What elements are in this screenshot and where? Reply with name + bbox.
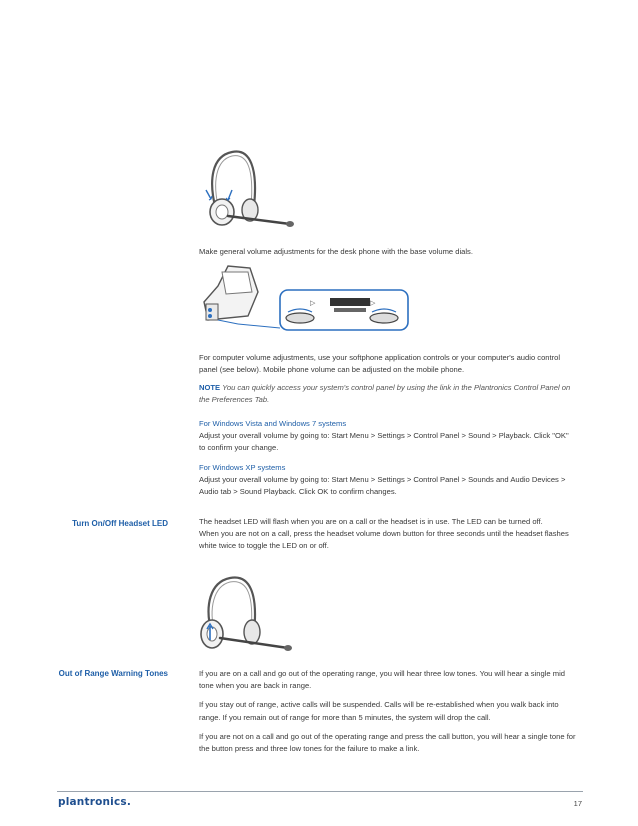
plantronics-logo: plantronics. [58, 796, 132, 808]
vista-text: Adjust your overall volume by going to: Start Menu > Settings > Control Panel > Sound > Playback. Click "OK" to confirm your change. [199, 431, 569, 453]
svg-text:▷: ▷ [310, 299, 316, 307]
base-volume-dials-illustration [198, 262, 413, 334]
led-section-title: Turn On/Off Headset LED [72, 519, 168, 528]
computer-volume-paragraph: For computer volume adjustments, use your softphone application controls or your computer's audio control panel (see below). Mobile phone volume can be adjusted on the mobile phone. [199, 353, 561, 375]
svg-text:▷: ▷ [370, 299, 376, 307]
range-paragraph-2: If you stay out of range, active calls will be suspended. Calls will be re-established when you walk back into range. If you remain out of range for more than 5 minutes, the system will drop the call. [199, 700, 559, 722]
led-paragraph-1: The headset LED will flash when you are on a call or the headset is in use. The LED can be turned off. [199, 517, 543, 526]
footer-divider [57, 791, 583, 792]
led-paragraph-2: When you are not on a call, press the headset volume down button for three seconds until the headset flashes white twice to toggle the LED on or off. [199, 529, 569, 551]
range-paragraph-1: If you are on a call and go out of the operating range, you will hear three low tones. You will hear a single mid tone when you are back in range. [199, 669, 565, 691]
desk-volume-paragraph: Make general volume adjustments for the desk phone with the base volume dials. [199, 247, 473, 256]
headset-volume-illustration [198, 150, 298, 232]
range-section-title: Out of Range Warning Tones [58, 669, 168, 678]
headset-led-button-illustration [196, 576, 296, 658]
note-text: You can quickly access your system's control panel by using the link in the Plantronics Control Panel on the Preferences Tab. [199, 383, 571, 405]
xp-text: Adjust your overall volume by going to: Start Menu > Settings > Control Panel > Sounds and Audio Devices > Audio tab > Sound Playback. Click OK to confirm changes. [199, 475, 566, 497]
page-number: 17 [573, 799, 582, 808]
note-paragraph [199, 382, 577, 406]
vista-heading: For Windows Vista and Windows 7 systems [199, 419, 347, 428]
range-paragraph-3: If you are not on a call and go out of the operating range and press the call button, you will hear a single tone for the button press and three low tones for the failure to make a link. [199, 731, 576, 754]
note-label: NOTE [199, 383, 221, 392]
xp-heading: For Windows XP systems [199, 463, 286, 472]
